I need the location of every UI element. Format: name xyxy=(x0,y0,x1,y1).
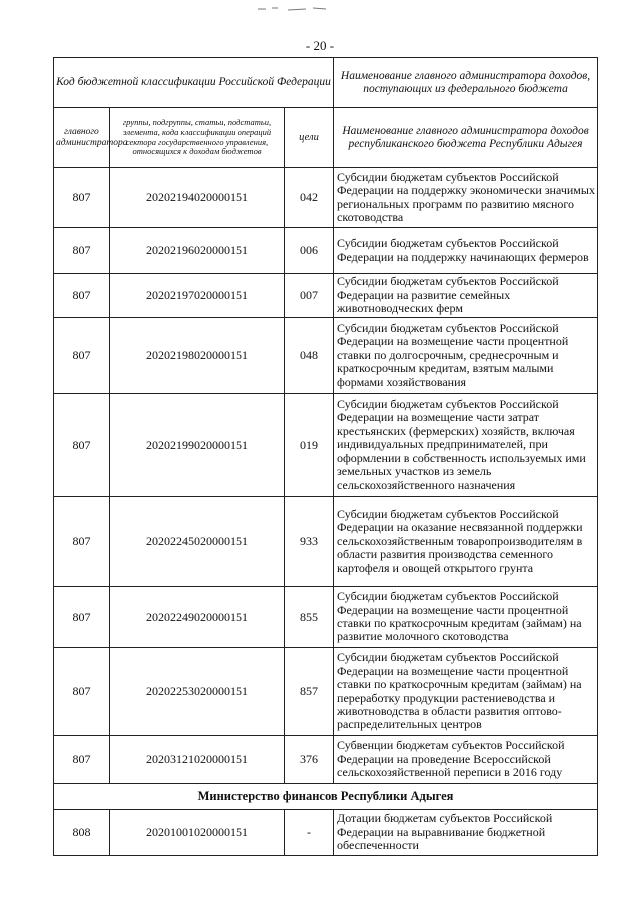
table-row xyxy=(54,736,598,784)
purpose-code-cell: 042 xyxy=(285,168,334,228)
purpose-code-cell: 007 xyxy=(285,274,334,318)
table-row xyxy=(54,810,598,856)
section-title: Министерство финансов Республики Адыгея xyxy=(54,784,598,810)
admin-code-cell: 807 xyxy=(54,168,110,228)
income-name-cell: Дотации бюджетам субъектов Российской Федерации на выравнивание бюджетной обеспеченности xyxy=(334,810,598,856)
purpose-code-cell: 019 xyxy=(285,394,334,497)
admin-code-cell: 807 xyxy=(54,587,110,648)
income-name-cell: Субсидии бюджетам субъектов Российской Федерации на возмещение части процентной ставки по краткосрочным кредитам (займам) на переработку продукции растениеводства и животноводства в области развития оптово-распределительных центров xyxy=(334,648,598,736)
kbk-code-cell: 20202249020000151 xyxy=(110,587,285,648)
admin-code-cell: 807 xyxy=(54,497,110,587)
income-name-cell: Субсидии бюджетам субъектов Российской Федерации на возмещение части затрат крестьянских (фермерских) хозяйств, включая индивидуальных предпринимателей, при оформлении в собственность используемых ими земельных участков из земель сельскохозяйственного назначения xyxy=(334,394,598,497)
admin-code-cell: 807 xyxy=(54,648,110,736)
kbk-code-cell: 20202253020000151 xyxy=(110,648,285,736)
table-row xyxy=(54,228,598,274)
admin-code-cell: 807 xyxy=(54,318,110,394)
kbk-code-cell: 20203121020000151 xyxy=(110,736,285,784)
col-admin-header: главного администратора xyxy=(54,108,110,168)
purpose-code-cell: 376 xyxy=(285,736,334,784)
page-number: - 20 - xyxy=(305,38,335,53)
budget-classification-table xyxy=(53,57,598,856)
admin-republic-title-cell: Наименование главного администратора доходов республиканского бюджета Республики Адыгея xyxy=(334,108,598,168)
section-row xyxy=(54,784,598,810)
purpose-code-cell: 048 xyxy=(285,318,334,394)
income-name-cell: Субсидии бюджетам субъектов Российской Федерации на оказание несвязанной поддержки сельскохозяйственным товаропроизводителям в области развития производства семенного картофеля и овощей открытого грунта xyxy=(334,497,598,587)
kbk-code-cell: 20202245020000151 xyxy=(110,497,285,587)
admin-code-cell: 807 xyxy=(54,736,110,784)
scan-artifact xyxy=(258,6,328,12)
kbk-code-cell: 20202197020000151 xyxy=(110,274,285,318)
kbk-code-cell: 20202196020000151 xyxy=(110,228,285,274)
admin-code-cell: 807 xyxy=(54,394,110,497)
purpose-code-cell: 857 xyxy=(285,648,334,736)
table-row xyxy=(54,394,598,497)
admin-federal-title-cell: Наименование главного администратора доходов, поступающих из федерального бюджета xyxy=(334,58,598,108)
income-name-cell: Субсидии бюджетам субъектов Российской Федерации на возмещение части процентной ставки по краткосрочным кредитам (займам) на развитие молочного скотоводства xyxy=(334,587,598,648)
purpose-code-cell: - xyxy=(285,810,334,856)
kbk-code-cell: 20202199020000151 xyxy=(110,394,285,497)
income-name-cell: Субсидии бюджетам субъектов Российской Федерации на возмещение части процентной ставки по долгосрочным, среднесрочным и краткосрочным кредитам, взятым малыми формами хозяйствования xyxy=(334,318,598,394)
admin-code-cell: 807 xyxy=(54,274,110,318)
purpose-code-cell: 933 xyxy=(285,497,334,587)
purpose-code-cell: 006 xyxy=(285,228,334,274)
table-row xyxy=(54,274,598,318)
table-row xyxy=(54,497,598,587)
admin-code-cell: 808 xyxy=(54,810,110,856)
table-row xyxy=(54,648,598,736)
kbk-code-cell: 20202198020000151 xyxy=(110,318,285,394)
purpose-code-cell: 855 xyxy=(285,587,334,648)
table-row xyxy=(54,168,598,228)
kbk-code-cell: 20202194020000151 xyxy=(110,168,285,228)
table-header-row-1 xyxy=(54,58,598,108)
table-header-row-2 xyxy=(54,108,598,168)
kbk-title-cell: Код бюджетной классификации Российской Федерации xyxy=(54,58,334,108)
col-groups-header: группы, подгруппы, статьи, подстатьи, элемента, кода классификации операций сектора государственного управления, относящихся к доходам бюджетов xyxy=(110,108,285,168)
income-name-cell: Субсидии бюджетам субъектов Российской Федерации на поддержку экономически значимых региональных программ по развитию мясного скотоводства xyxy=(334,168,598,228)
income-name-cell: Субсидии бюджетам субъектов Российской Федерации на поддержку начинающих фермеров xyxy=(334,228,598,274)
col-purpose-header: цели xyxy=(285,108,334,168)
admin-code-cell: 807 xyxy=(54,228,110,274)
table-row xyxy=(54,318,598,394)
income-name-cell: Субвенции бюджетам субъектов Российской Федерации на проведение Всероссийской сельскохозяйственной переписи в 2016 году xyxy=(334,736,598,784)
income-name-cell: Субсидии бюджетам субъектов Российской Федерации на развитие семейных животноводческих ферм xyxy=(334,274,598,318)
table-row xyxy=(54,587,598,648)
kbk-code-cell: 20201001020000151 xyxy=(110,810,285,856)
